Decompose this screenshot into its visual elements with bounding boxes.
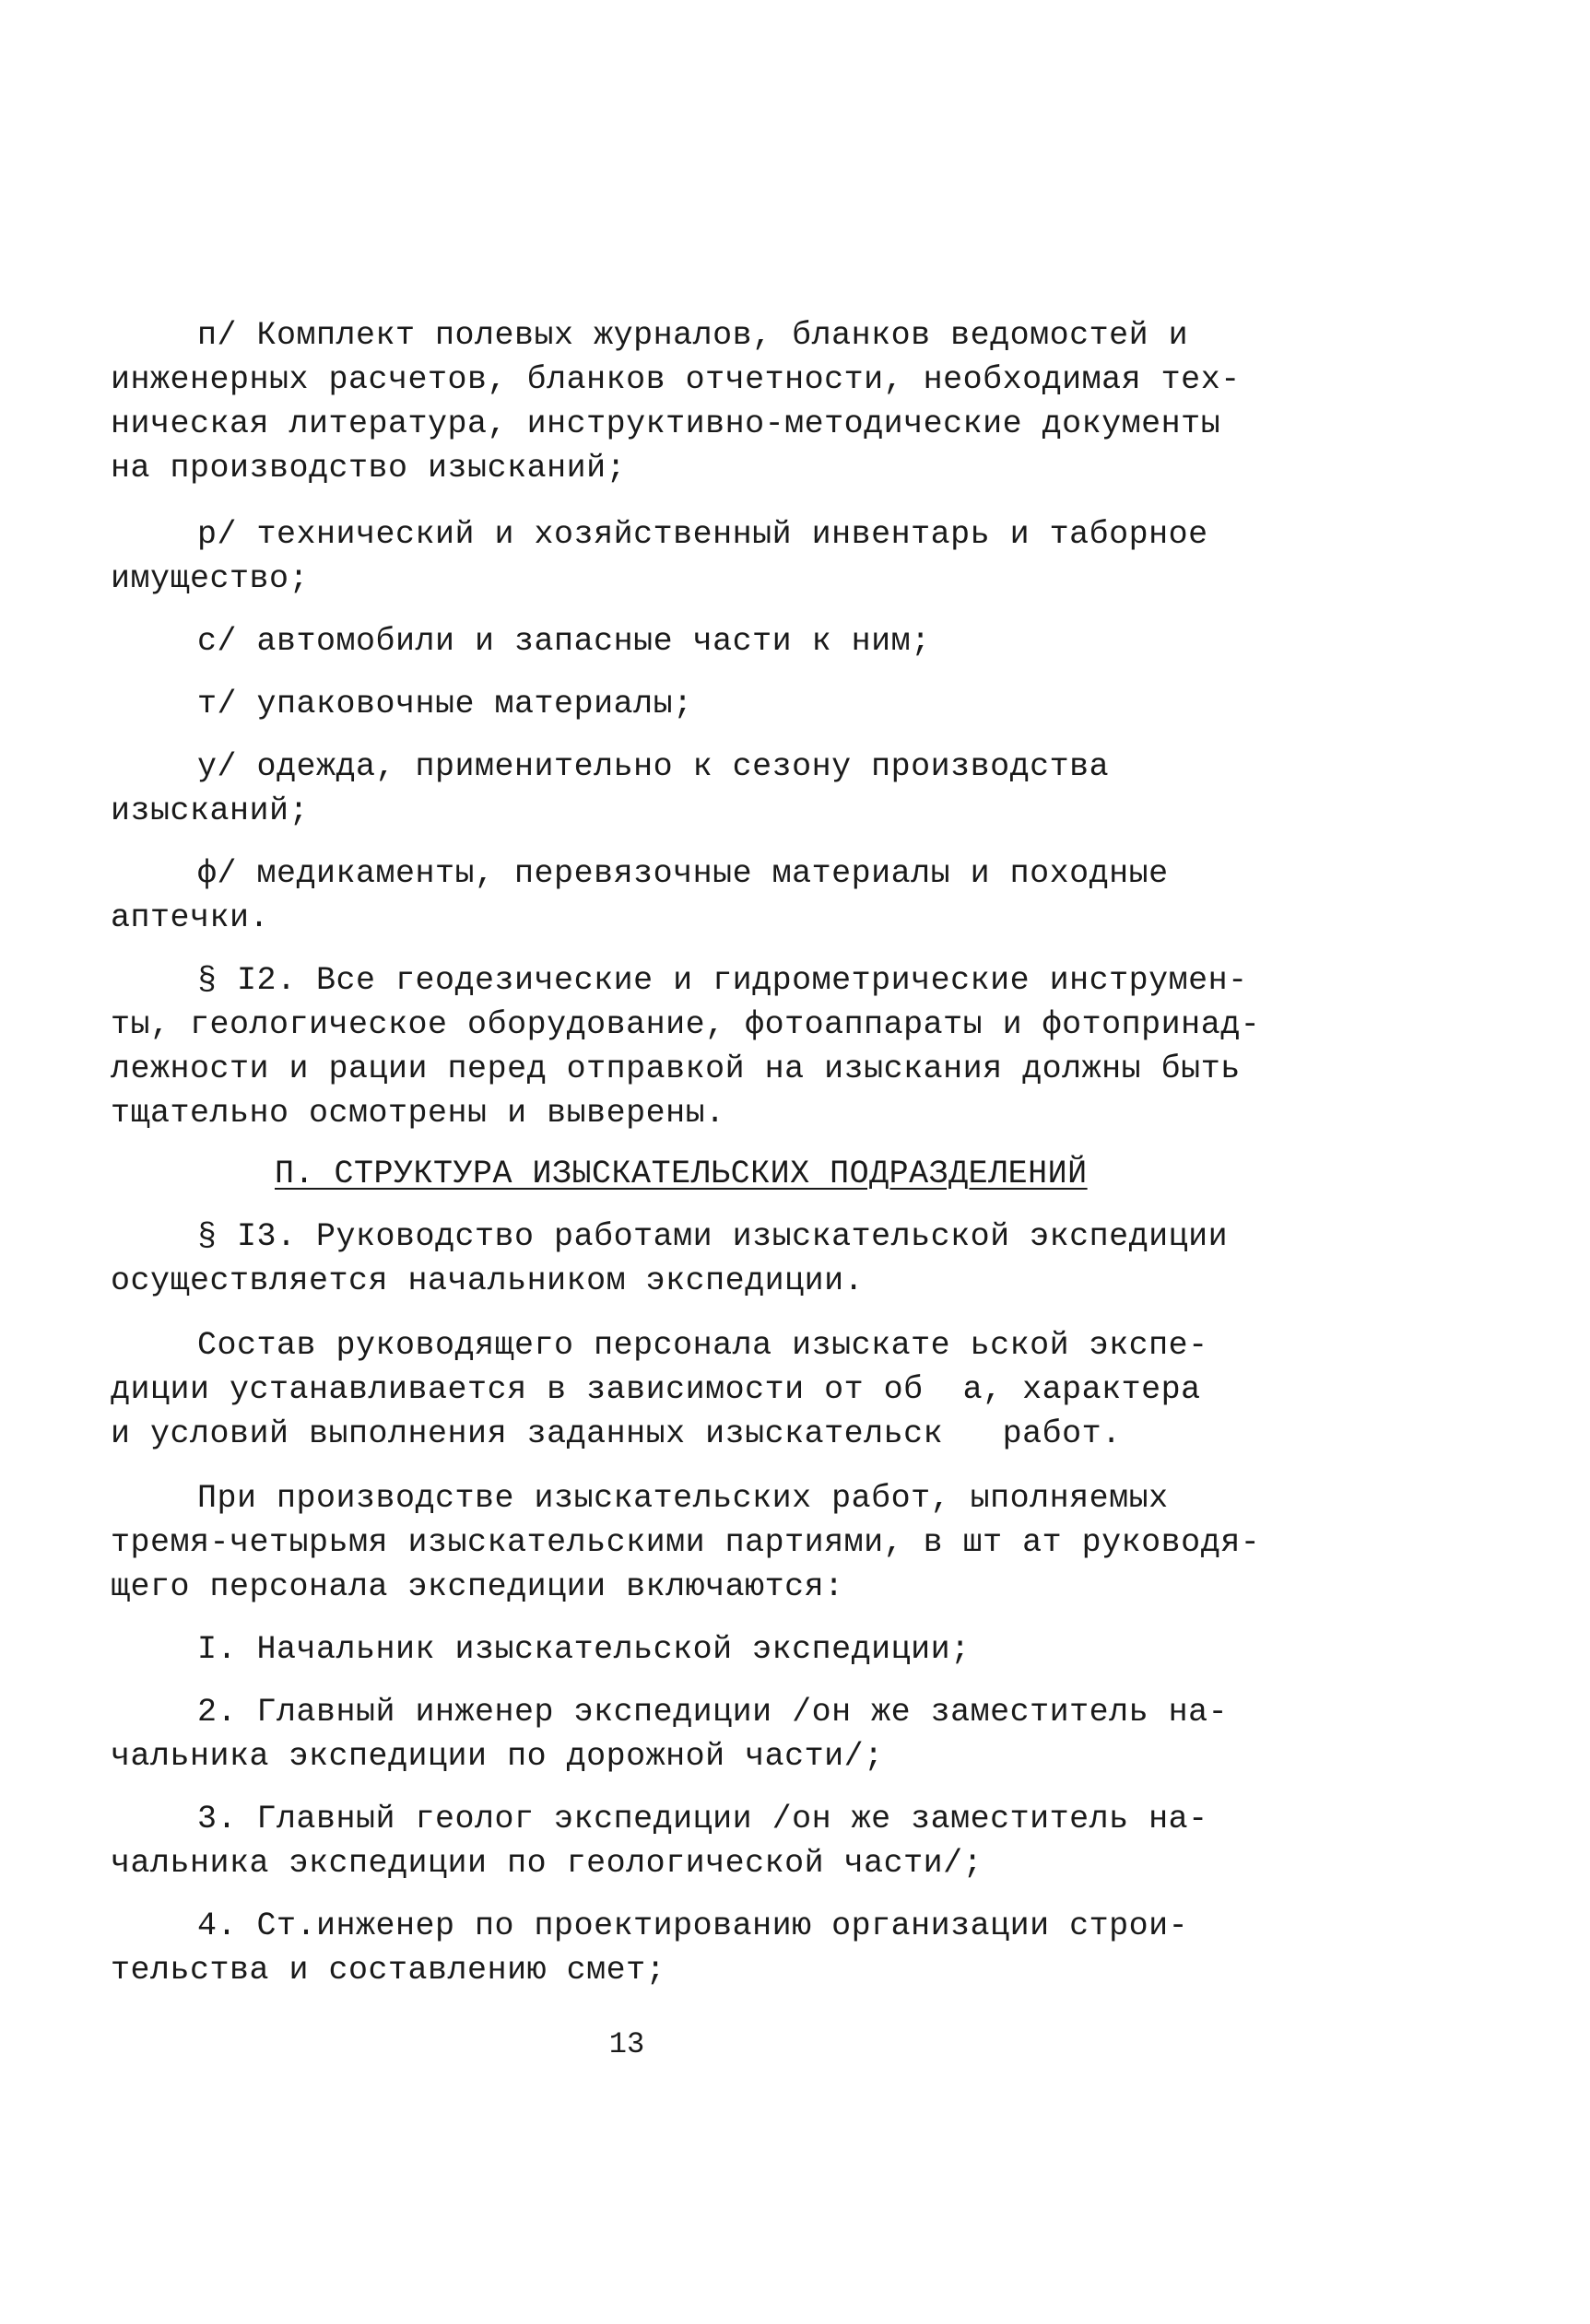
paragraph-line: 2. Главный инженер экспедиции /он же заместитель на- [197,1694,1229,1731]
paragraph-line: ническая литература, инструктивно-методические документы [111,405,1221,442]
paragraph-line: осуществляется начальником экспедиции. [111,1262,865,1299]
paragraph-line: § I2. Все геодезические и гидрометрические инструмен- [197,962,1248,999]
paragraph-line: ты, геологическое оборудование, фотоаппараты и фотопринад- [111,1006,1261,1043]
paragraph-line: Состав руководящего персонала изыскате ьской экспе- [197,1327,1208,1364]
paragraph-line: тщательно осмотрены и выверены. [111,1095,725,1132]
paragraph-line: диции устанавливается в зависимости от об а, характера [111,1371,1201,1408]
paragraph-line: 4. Ст.инженер по проектированию организации строи- [197,1907,1189,1944]
paragraph-line: имущество; [111,560,310,597]
paragraph-line: на производство изысканий; [111,450,627,487]
paragraph-line: р/ технический и хозяйственный инвентарь и таборное [197,516,1208,553]
paragraph-line: щего персонала экспедиции включаются: [111,1568,844,1605]
section-heading: П. СТРУКТУРА ИЗЫСКАТЕЛЬСКИХ ПОДРАЗДЕЛЕНИЙ [275,1156,1088,1192]
paragraph-line: При производстве изыскательских работ, ыполняемых [197,1480,1169,1517]
paragraph-line: с/ автомобили и запасные части к ним; [197,623,931,660]
paragraph-line: у/ одежда, применительно к сезону производства [197,748,1110,785]
paragraph-line: тельства и составлению смет; [111,1952,666,1989]
paragraph-line: ф/ медикаменты, перевязочные материалы и походные [197,855,1169,892]
paragraph-line: п/ Комплект полевых журналов, бланков ведомостей и [197,317,1189,354]
paragraph-line: § I3. Руководство работами изыскательской экспедиции [197,1218,1229,1255]
paragraph-line: I. Начальник изыскательской экспедиции; [197,1631,971,1668]
paragraph-line: изысканий; [111,792,310,829]
paragraph-line: инженерных расчетов, бланков отчетности, необходимая тех- [111,361,1241,398]
paragraph-line: чальника экспедиции по геологической части/; [111,1845,983,1882]
paragraph-line: аптечки. [111,899,270,936]
paragraph-line: чальника экспедиции по дорожной части/; [111,1738,884,1775]
paragraph-line: лежности и рации перед отправкой на изыскания должны быть [111,1050,1241,1087]
paragraph-line: тремя-четырьмя изыскательскими партиями, в шт ат руководя- [111,1524,1261,1561]
paragraph-line: и условий выполнения заданных изыскательск работ. [111,1415,1122,1452]
paragraph-line: 3. Главный геолог экспедиции /он же заместитель на- [197,1801,1208,1837]
page-number: 13 [608,2027,645,2061]
paragraph-line: т/ упаковочные материалы; [197,686,693,722]
